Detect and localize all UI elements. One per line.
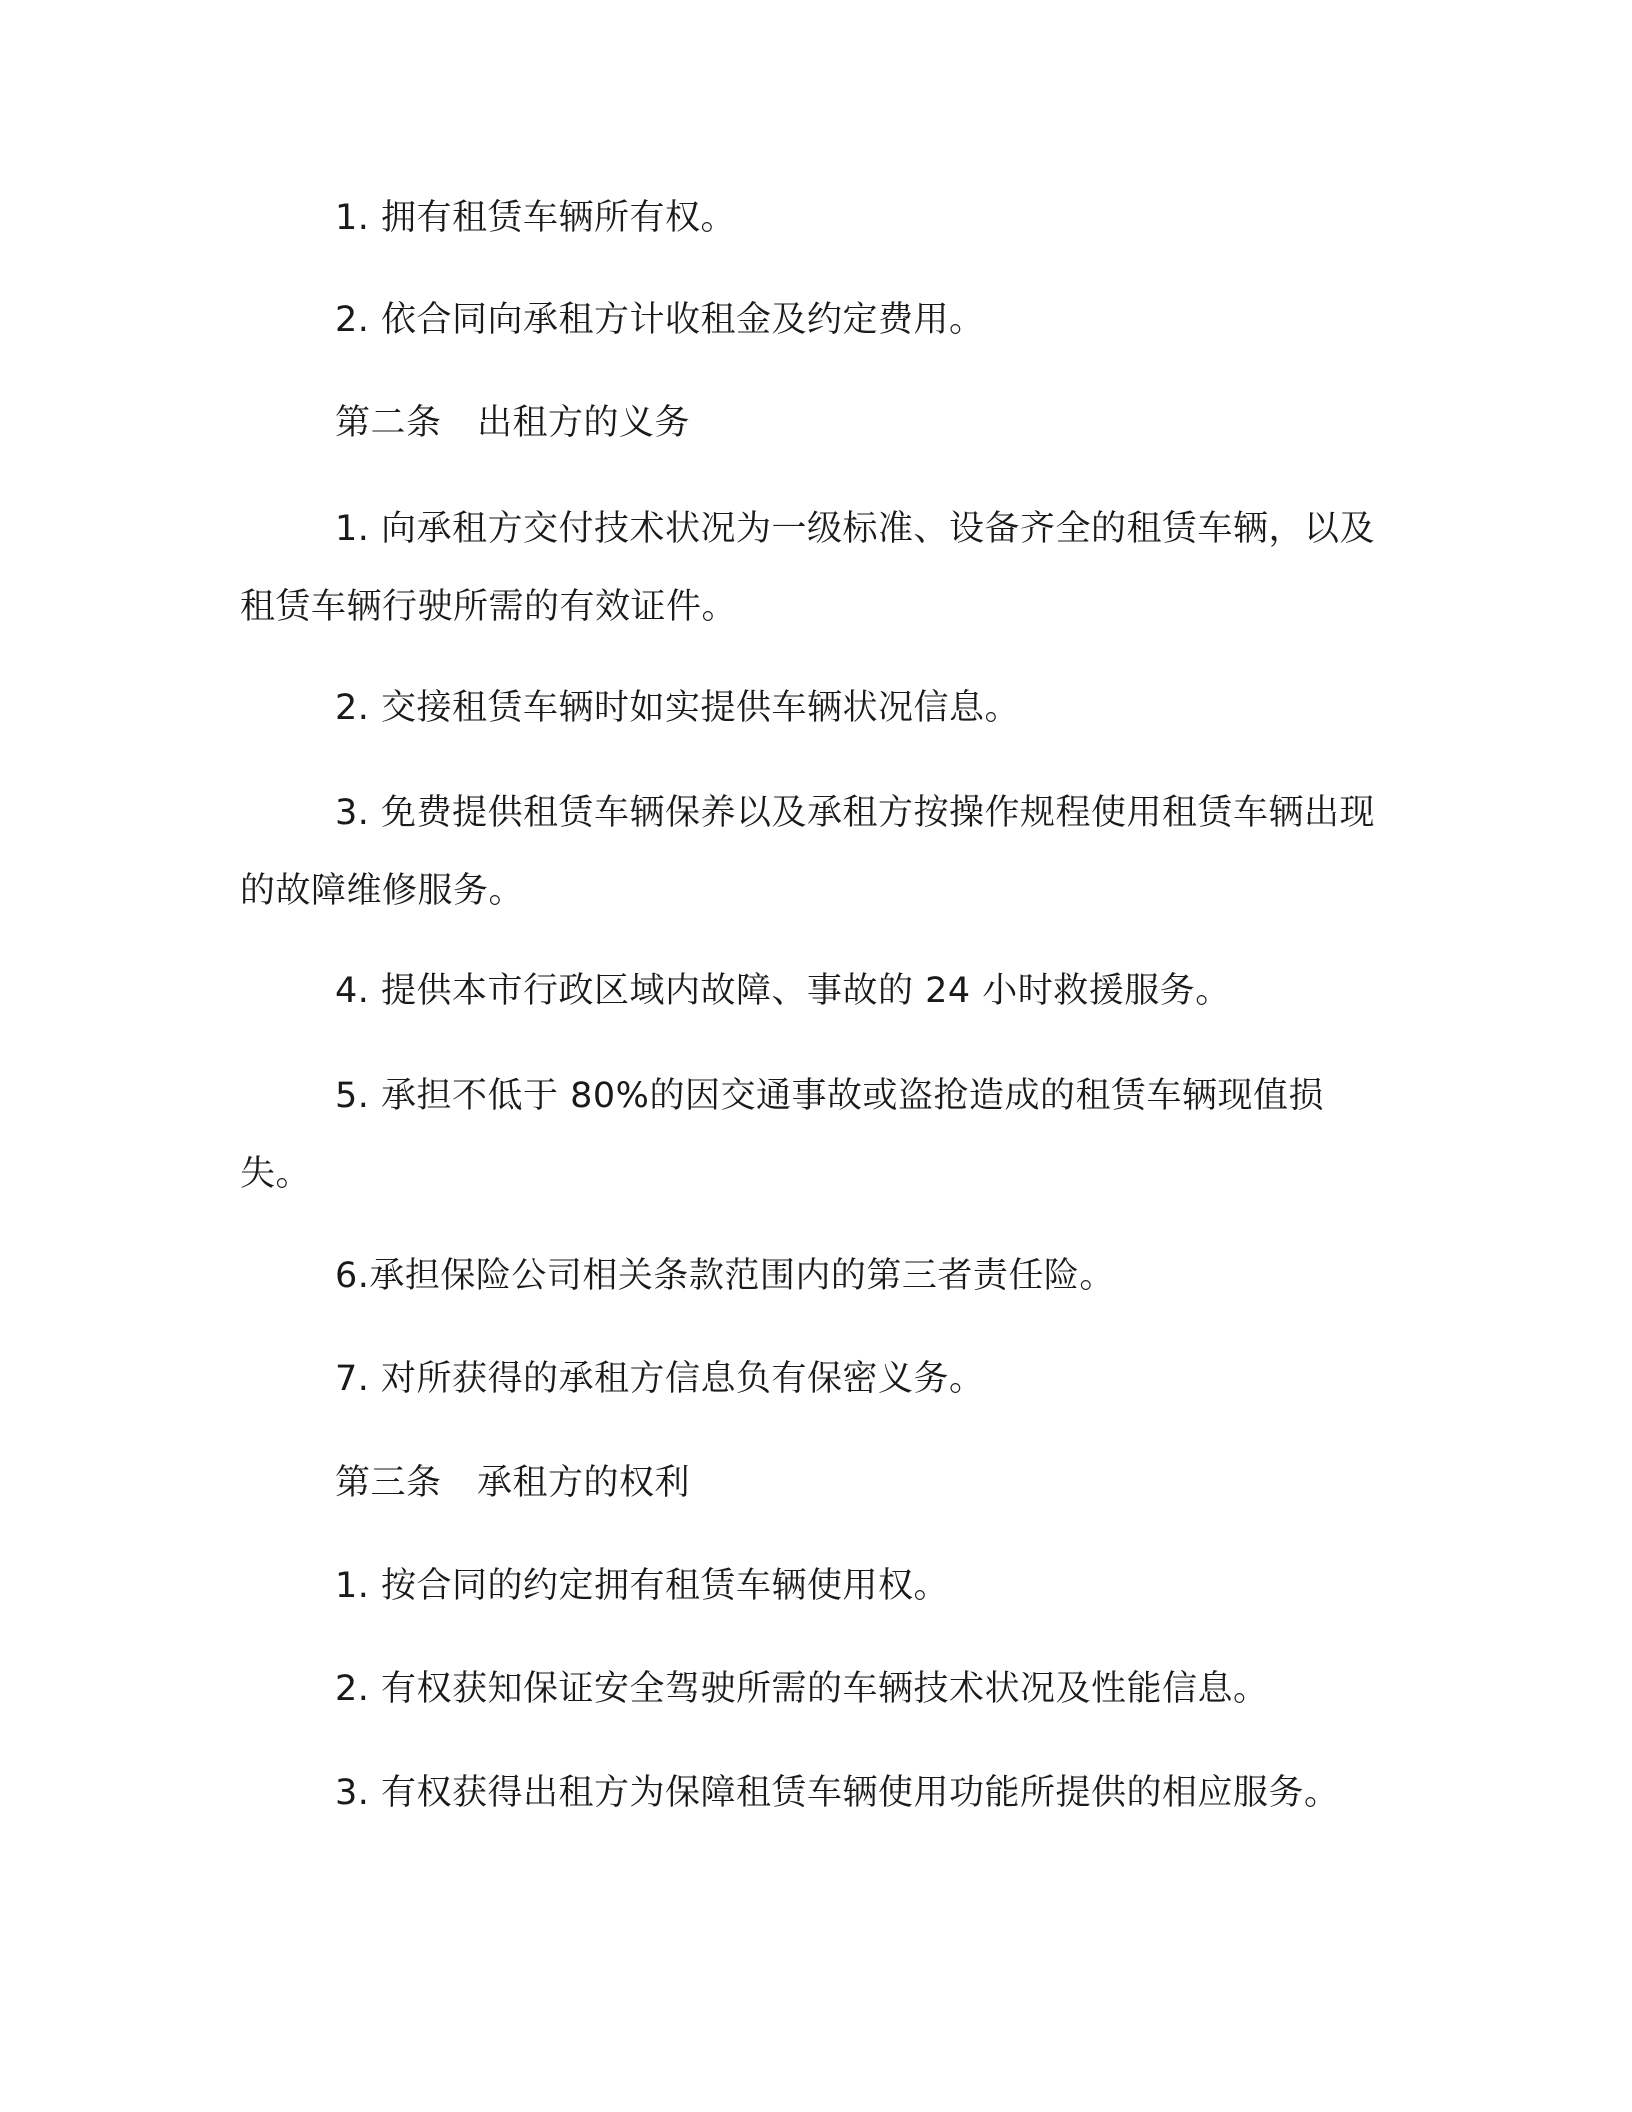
paragraph-lessor-duty-4: 4. 提供本市行政区域内故障、事故的 24 小时救援服务。 (335, 971, 1231, 1011)
paragraph-lessor-duty-5: 5. 承担不低于 80%的因交通事故或盗抢造成的租赁车辆现值损失。 (240, 1076, 1324, 1194)
paragraph-lessee-right-3: 3. 有权获得出租方为保障租赁车辆使用功能所提供的相应服务。 (335, 1773, 1340, 1813)
paragraph-lessor-right-1: 1. 拥有租赁车辆所有权。 (335, 198, 737, 238)
article-3-heading: 第三条 承租方的权利 (335, 1463, 691, 1503)
paragraph-lessor-duty-1: 1. 向承租方交付技术状况为一级标准、设备齐全的租赁车辆，以及租赁车辆行驶所需的有效证件。 (240, 509, 1376, 627)
paragraph-lessee-right-1: 1. 按合同的约定拥有租赁车辆使用权。 (335, 1566, 950, 1606)
paragraph-lessee-right-2: 2. 有权获知保证安全驾驶所需的车辆技术状况及性能信息。 (335, 1669, 1269, 1709)
paragraph-lessor-duty-7: 7. 对所获得的承租方信息负有保密义务。 (335, 1359, 985, 1399)
paragraph-lessor-duty-3: 3. 免费提供租赁车辆保养以及承租方按操作规程使用租赁车辆出现的故障维修服务。 (240, 793, 1376, 911)
paragraph-lessor-duty-2: 2. 交接租赁车辆时如实提供车辆状况信息。 (335, 688, 1021, 728)
paragraph-lessor-duty-6: 6.承担保险公司相关条款范围内的第三者责任险。 (335, 1256, 1115, 1296)
paragraph-lessor-right-2: 2. 依合同向承租方计收租金及约定费用。 (335, 300, 985, 340)
article-2-heading: 第二条 出租方的义务 (335, 403, 691, 443)
